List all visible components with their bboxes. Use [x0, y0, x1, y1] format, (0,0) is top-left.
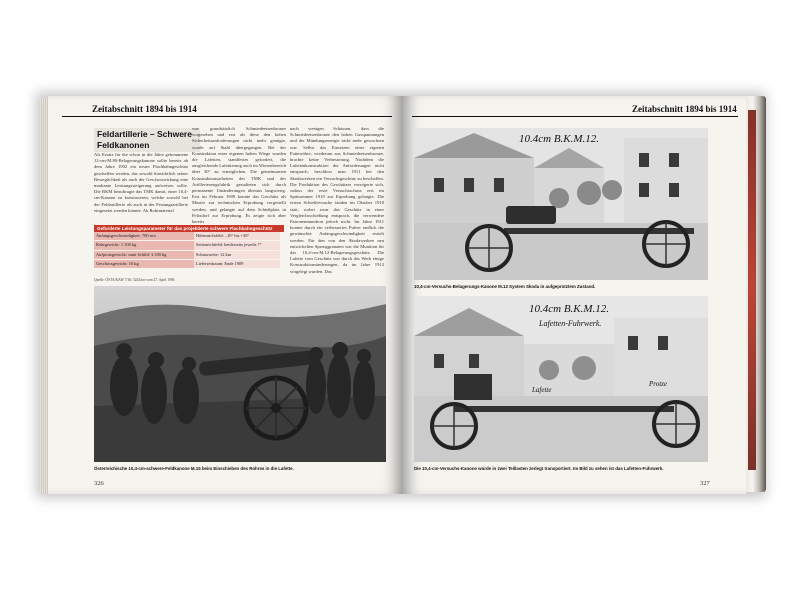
table-cell: Aufprotzgewicht: samt Schild: 3.100 kg	[94, 251, 194, 259]
table-row	[94, 241, 284, 250]
gun-carriage-photo-image	[414, 296, 708, 462]
field-cannon-photo	[94, 286, 386, 462]
table-cell: Lieferzeitraum: Ende 1909	[194, 260, 280, 268]
right-page-number: 327	[700, 480, 710, 487]
table-source-note: Quelle: ÖSTA/KAW 7/1b/ 3243/ins vom 27. April 1906	[94, 278, 175, 282]
left-head-rule	[62, 116, 392, 117]
photo1-plate-label: 10.4cm B.K.M.12.	[519, 133, 600, 145]
left-page-number: 326	[94, 480, 104, 487]
table-cell: Seitenrichtfeld: beiderseits jeweils 7°	[194, 241, 280, 249]
section-title: Feldartillerie – Schwere Feldkanonen	[94, 128, 200, 152]
body-column-2: war grundsätzlich Schmiedeeisenbronze vorgesehen und erst als diese den hohen Sicherheitsanforderungen nicht mehr genügte, wurde auf Stahl übergegangen. Bei der Konstruktion einer eigenen hohen Wiege wurden die Lafetten, standfestes gefordert, die ausgleichende Lafettierung auch im Wiesenbereich über 30° zu ermöglichen. Die gemeinsamen Konstruktionsarbeiten des TMK und der Artilleriezeugsfabrik gestalteten sich durch permanente Umänderungen überaus langwierig. Erst im Februar 1909 konnte das Geschütz als Muster zur technischen Erprobung vorgestellt werden, und gelangte auf dem Schießplatz in Felixdorf zur Erprobung. Es zeigte sich aber bereits	[192, 126, 286, 225]
book-cover-spine-accent	[748, 110, 756, 470]
photo2-subplate-label: Lafetten-Fuhrwerk.	[539, 319, 602, 328]
siege-cannon-photo	[414, 128, 708, 280]
left-running-head: Zeitabschnitt 1894 bis 1914	[92, 104, 197, 114]
right-head-rule	[412, 116, 738, 117]
table-cell: Schussweite: 12 km	[194, 251, 280, 259]
parameter-table	[94, 225, 284, 269]
photo2-protze-label: Protze	[649, 380, 668, 388]
table-header: Geforderte Leistungsparameter für das projektierte schwere Flachbahngeschütz	[94, 225, 284, 232]
field-cannon-caption: Österreichische 10,4-cm-schwere-Feldkanone M.15 beim Einschieben des Rohres in die Lafette.	[94, 466, 294, 471]
field-cannon-photo-image	[94, 286, 386, 462]
gun-carriage-caption: Die 10,4-cm-Versuchs-Kanone wurde in zwei Teillasten zerlegt transportiert. Im Bild zu sehen ist das Lafetten-Fuhrwerk.	[414, 466, 664, 471]
siege-cannon-photo-image	[414, 128, 708, 280]
table-row	[94, 260, 284, 269]
photo2-lafette-label: Lafette	[532, 386, 552, 394]
photo2-plate-label: 10.4cm B.K.M.12.	[529, 303, 610, 315]
body-column-3: nach wenigen Schüssen, dass die Schmiedeeisenbronze den hohen Gasspannungen und der Mündungsenergie nicht mehr gewachsen war. Selbst das Einsetzen einer eigenen Futterröhre, wiederum aus Schmiedeeisenbronze, brachte keine Verbesserung. Nachdem die Lafettenkonstruktion der Anforderungen nicht entsprach, beschloss man 1911 bei den Skodawerken ein Versuchsgeschütz zu beschaffen. Die Produktion des Geschützes verzögerte sich, sodass der erste Versuchsschuss erst im Spätsommer 1910 zur Erprobung gelangte. Die ersten Schießversuche fanden im Oktober 1910 statt, wobei zwar das Geschütz in einer Vergleichsschießung entsprach, die verwendete Patronenmunition jedoch nicht. Im Jahre 1911 konnte durch ein verbessertes Pulver endlich die gewünschte Anfangsgeschwindigkeit erzielt werden. Für den von den Skodawerken neu entwickelten Sprenggranaten war die Munition für das 10,4-cm-M.12-Belagerungsgeschütz. Die Lafette vom Geschütz war durch das Werk einige Konstruktionsänderungen, da im Jahre 1912 vorgelegt wurden. Das	[290, 126, 384, 274]
table-row	[94, 251, 284, 260]
right-running-head: Zeitabschnitt 1894 bis 1914	[632, 104, 737, 114]
table-row	[94, 232, 284, 241]
body-column-1: Als Ersatz für die schon in die Jahre gekommene 12-cm-M.80-Belagerungskanone sollte bereits ab dem Jahre 1902 ein neues Flachbahngeschütz geschaffen werden, das sowohl hinsichtlich seiner Beweglichkeit als auch der Geschosswirkung eine markante Leistungssteigerung aufweisen sollte. Die RKM beauftragte das TMK damit, einer 10,4-cm-Kanone zu konstruieren, welche sowohl bei der Feldartillerie als auch in der Festungsartillerie eingesetzt werden könnte. Ab Rohrmaterial	[94, 152, 188, 213]
table-cell: Höhenrichtfeld: –10° bis +30°	[194, 232, 280, 240]
siege-cannon-caption: 10,4-cm-Versuchs-Belagerungs-Kanone M.12 System Skoda in aufgeprotztem Zustand.	[414, 284, 596, 289]
gun-carriage-photo	[414, 296, 708, 462]
table-cell: Anfangsgeschwindigkeit: 700 m/s	[94, 232, 194, 240]
table-cell: Rohrgewicht: 1.100 kg	[94, 241, 194, 249]
table-cell: Geschossgewicht: 16 kg	[94, 260, 194, 268]
